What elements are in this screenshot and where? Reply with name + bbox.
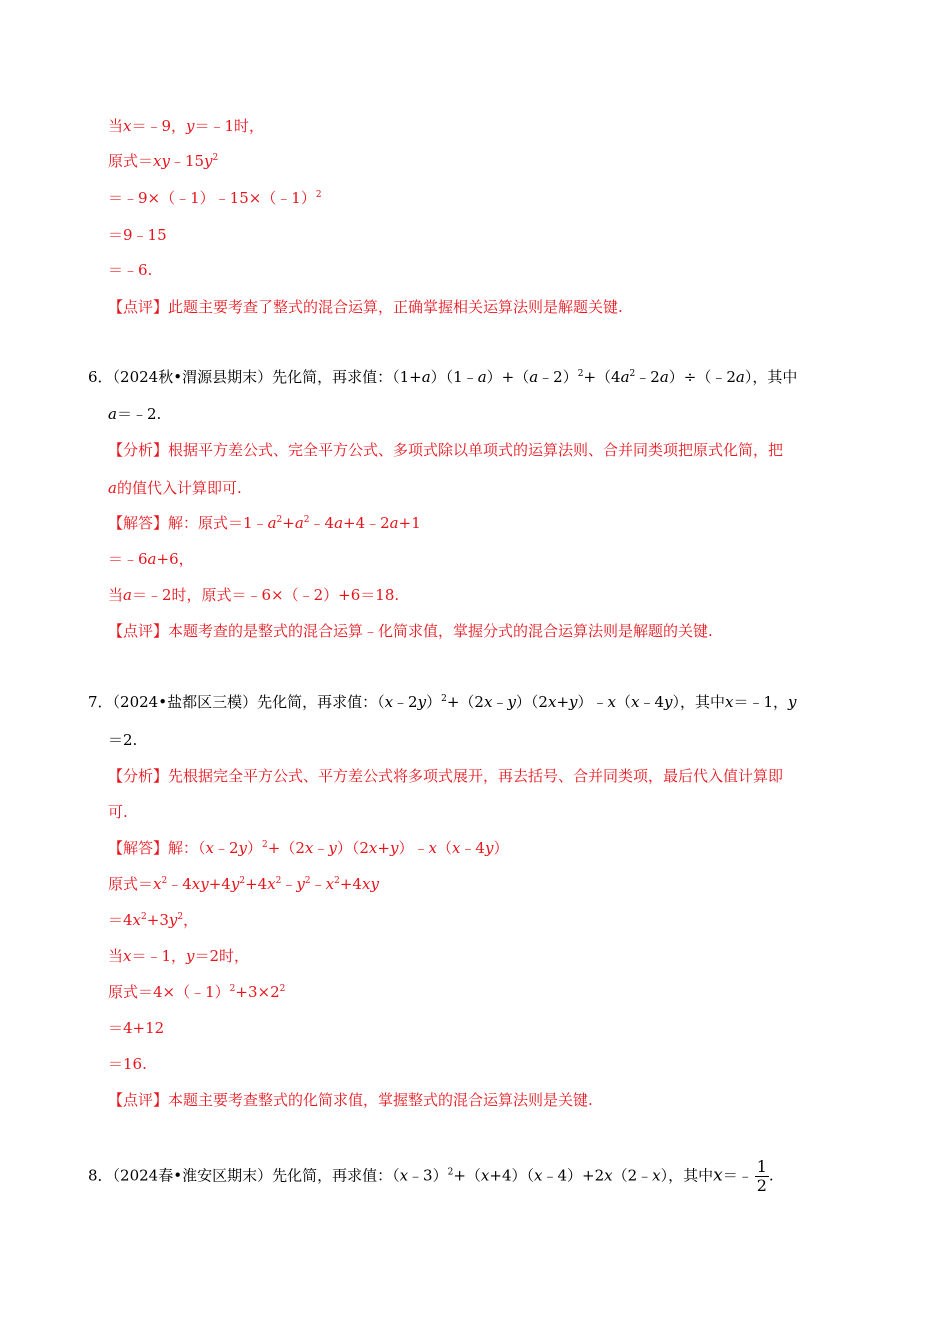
q6-analysis-cont: a的值代入计算即可.	[108, 479, 242, 497]
question-6-condition: a＝﹣2.	[108, 405, 162, 423]
solution-line-substitute: 当x＝﹣9，y＝﹣1时，	[108, 117, 265, 135]
q7-answer-step6: ＝4+12	[108, 1019, 165, 1037]
q7-analysis: 【分析】先根据完全平方公式、平方差公式将多项式展开，再去括号、合并同类项，最后代入值计算即	[108, 767, 784, 785]
q7-answer-step5: 原式$=4\times(﹣1)^2+3\times 2^2$	[108, 983, 286, 1001]
q6-answer: 【解答】解：原式$=1﹣a^2+a^2﹣4a+4﹣2a+1$	[108, 514, 421, 532]
question-6: 6．（2024秋•渭源县期末）先化简，再求值：$(1+a)(1﹣a)+(a﹣2)^2+(4a^2﹣2a)\div(﹣2a)$，其中	[88, 368, 798, 386]
q7-analysis-cont: 可.	[108, 803, 128, 821]
question-8: 8．（2024春•淮安区期末）先化简，再求值：（x﹣3）$^2$+（x+4）（x﹣4）+2x（2﹣x），其中x＝﹣ $\frac{1}{2}$ .	[88, 1157, 774, 1195]
q7-answer-step3: $=4x^2+3y^2$，	[108, 911, 199, 929]
q6-analysis: 【分析】根据平方差公式、完全平方公式、多项式除以单项式的运算法则、合并同类项把原式化简，把	[108, 441, 784, 459]
q7-answer-step4: 当x＝﹣1，y＝2时，	[108, 947, 250, 965]
q7-comment: 【点评】本题主要考查整式的化简求值，掌握整式的混合运算法则是关键.	[108, 1091, 593, 1109]
solution-line-calc2: ＝9﹣15	[108, 226, 167, 244]
q7-answer: 【解答】解：（x﹣2y）$^2$+（2x﹣y）（2x+y）﹣x（x﹣4y）	[108, 839, 509, 857]
q7-answer-step2: 原式$=x^2﹣4xy+4y^2+4x^2﹣y^2﹣x^2+4xy$	[108, 875, 379, 893]
question-7-condition: ＝2.	[108, 731, 138, 749]
q6-answer-step3: 当a＝﹣2时，原式＝﹣6×（﹣2）+6＝18.	[108, 586, 400, 604]
solution-line-original: 原式$=xy﹣15y^2$	[108, 152, 219, 170]
question-7: 7．（2024•盐都区三模）先化简，再求值：（x﹣2y）$^2$+（2x﹣y）（2x+y）﹣x（x﹣4y），其中x＝﹣1，y	[88, 693, 797, 711]
solution-line-calc: ＝﹣9×（﹣1）﹣15×（﹣1）$^2$	[108, 189, 322, 207]
q6-answer-step2: ＝﹣6a+6，	[108, 550, 194, 568]
q6-comment: 【点评】本题考查的是整式的混合运算﹣化简求值，掌握分式的混合运算法则是解题的关键.	[108, 622, 713, 640]
q7-answer-step7: ＝16.	[108, 1055, 147, 1073]
solution-line-result: ＝﹣6.	[108, 261, 153, 279]
fraction-one-half: $\frac{1}{2}$	[756, 1157, 767, 1195]
comment-line: 【点评】此题主要考查了整式的混合运算，正确掌握相关运算法则是解题关键.	[108, 298, 623, 316]
